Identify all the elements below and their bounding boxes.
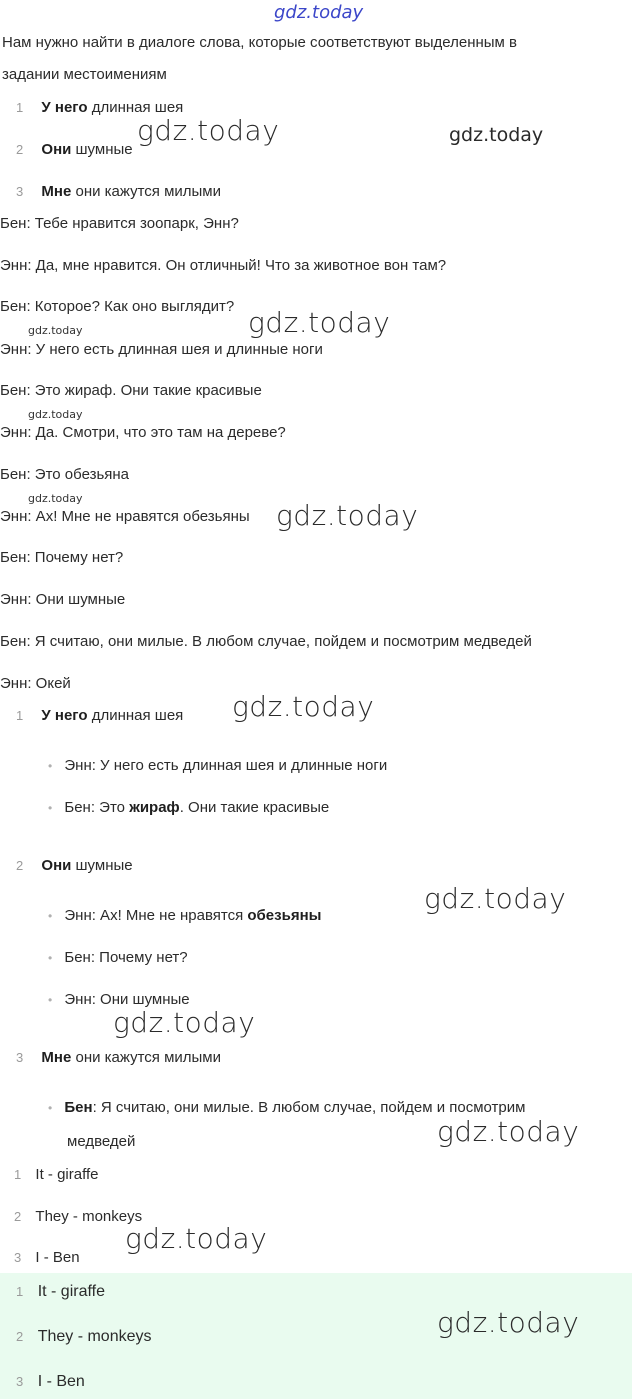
intro-text-line-2: задании местоимениям: [2, 66, 167, 83]
analysis-bullet: [48, 949, 188, 966]
bullet-bold-word: Бен: [64, 1099, 93, 1116]
bullet-text: Энн: Ах! Мне не нравятся: [64, 907, 248, 924]
analysis-bullet: [48, 907, 321, 924]
dialogue-line: Бен: Это обезьяна: [0, 466, 130, 483]
dialogue-line: Бен: Я считаю, они милые. В любом случае, пойдем и посмотрим медведей: [0, 633, 532, 650]
item-number: 2: [16, 1329, 24, 1344]
answer-text: It - giraffe: [35, 1166, 99, 1183]
item-number: 1: [16, 100, 24, 115]
dialogue-line: Энн: Они шумные: [0, 591, 126, 608]
highlighted-pronoun: У него: [41, 99, 88, 116]
dialogue-line: Бен: Тебе нравится зоопарк, Энн?: [0, 215, 239, 232]
item-number: 3: [16, 1374, 24, 1389]
analysis-bullet: [48, 799, 329, 816]
dialogue-line: Энн: Ах! Мне не нравятся обезьяны: [0, 508, 250, 525]
final-answer-item: [16, 1373, 85, 1391]
bullet-dot: •: [48, 759, 53, 773]
watermark: gdz.today: [28, 408, 83, 421]
highlighted-pronoun: Они: [41, 857, 72, 874]
watermark: gdz.today: [125, 1222, 268, 1255]
bullet-dot: •: [48, 951, 53, 965]
analysis-item: [16, 1049, 221, 1066]
dialogue-line: Бен: Почему нет?: [0, 549, 124, 566]
answer-text: It - giraffe: [37, 1283, 105, 1300]
watermark: gdz.today: [248, 306, 391, 339]
dialogue-line: Энн: У него есть длинная шея и длинные ноги: [0, 341, 323, 358]
item-number: 2: [16, 142, 24, 157]
bullet-dot: •: [48, 909, 53, 923]
analysis-bullet: [48, 757, 387, 774]
watermark: gdz.today: [137, 114, 280, 147]
answer-item: [14, 1166, 99, 1183]
watermark: gdz.today: [449, 124, 544, 146]
item-number: 3: [16, 184, 24, 199]
item-text: шумные: [71, 857, 133, 874]
dialogue-line: Бен: Которое? Как оно выглядит?: [0, 298, 235, 315]
highlighted-pronoun: Мне: [41, 1049, 72, 1066]
bullet-text: . Они такие красивые: [179, 799, 330, 816]
item-number: 3: [16, 1050, 24, 1065]
bullet-text: : Я считаю, они милые. В любом случае, пойдем и посмотрим: [92, 1099, 526, 1116]
item-number: 3: [14, 1250, 22, 1265]
watermark: gdz.today: [28, 324, 83, 337]
bullet-dot: •: [48, 801, 53, 815]
item-text: они кажутся милыми: [71, 183, 221, 200]
highlighted-pronoun: У него: [41, 707, 88, 724]
answer-text: They - monkeys: [37, 1328, 152, 1345]
dialogue-line: Энн: Окей: [0, 675, 71, 692]
analysis-item: [16, 707, 183, 724]
watermark: gdz.today: [424, 882, 567, 915]
bullet-bold-word: жираф: [129, 799, 180, 816]
task-item: [16, 141, 133, 158]
highlighted-pronoun: Мне: [41, 183, 72, 200]
bullet-text: Бен: Это: [64, 799, 130, 816]
answer-text: They - monkeys: [35, 1208, 143, 1225]
bullet-text-continuation: медведей: [67, 1133, 136, 1150]
watermark-top: gdz.today: [274, 2, 364, 23]
final-answer-item: [16, 1328, 152, 1346]
bullet-text: Энн: Они шумные: [64, 991, 190, 1008]
bullet-text: Энн: У него есть длинная шея и длинные ноги: [64, 757, 388, 774]
dialogue-line: Бен: Это жираф. Они такие красивые: [0, 382, 262, 399]
watermark: gdz.today: [28, 492, 83, 505]
dialogue-line: Энн: Да, мне нравится. Он отличный! Что за животное вон там?: [0, 257, 447, 274]
item-text: они кажутся милыми: [71, 1049, 221, 1066]
item-text: длинная шея: [87, 707, 184, 724]
answer-item: [14, 1249, 80, 1266]
bullet-dot: •: [48, 1101, 53, 1115]
watermark: gdz.today: [437, 1115, 580, 1148]
task-item: [16, 183, 221, 200]
watermark: gdz.today: [232, 690, 375, 723]
bullet-dot: •: [48, 993, 53, 1007]
item-number: 2: [16, 858, 24, 873]
watermark: gdz.today: [437, 1306, 580, 1339]
highlighted-pronoun: Они: [41, 141, 72, 158]
item-number: 1: [16, 708, 24, 723]
final-answer-item: [16, 1283, 105, 1301]
answer-item: [14, 1208, 142, 1225]
watermark: gdz.today: [276, 499, 419, 532]
analysis-bullet: [48, 1099, 525, 1116]
bullet-text: Бен: Почему нет?: [64, 949, 188, 966]
dialogue-line: Энн: Да. Смотри, что это там на дереве?: [0, 424, 286, 441]
item-text: шумные: [71, 141, 133, 158]
watermark: gdz.today: [113, 1006, 256, 1039]
item-number: 1: [14, 1167, 22, 1182]
item-number: 2: [14, 1209, 22, 1224]
item-number: 1: [16, 1284, 24, 1299]
bullet-bold-word: обезьяны: [247, 907, 322, 924]
item-text: длинная шея: [87, 99, 184, 116]
answer-text: I - Ben: [37, 1373, 85, 1390]
answer-text: I - Ben: [35, 1249, 80, 1266]
analysis-item: [16, 857, 133, 874]
intro-text-line-1: Нам нужно найти в диалоге слова, которые соответствуют выделенным в: [2, 34, 517, 51]
